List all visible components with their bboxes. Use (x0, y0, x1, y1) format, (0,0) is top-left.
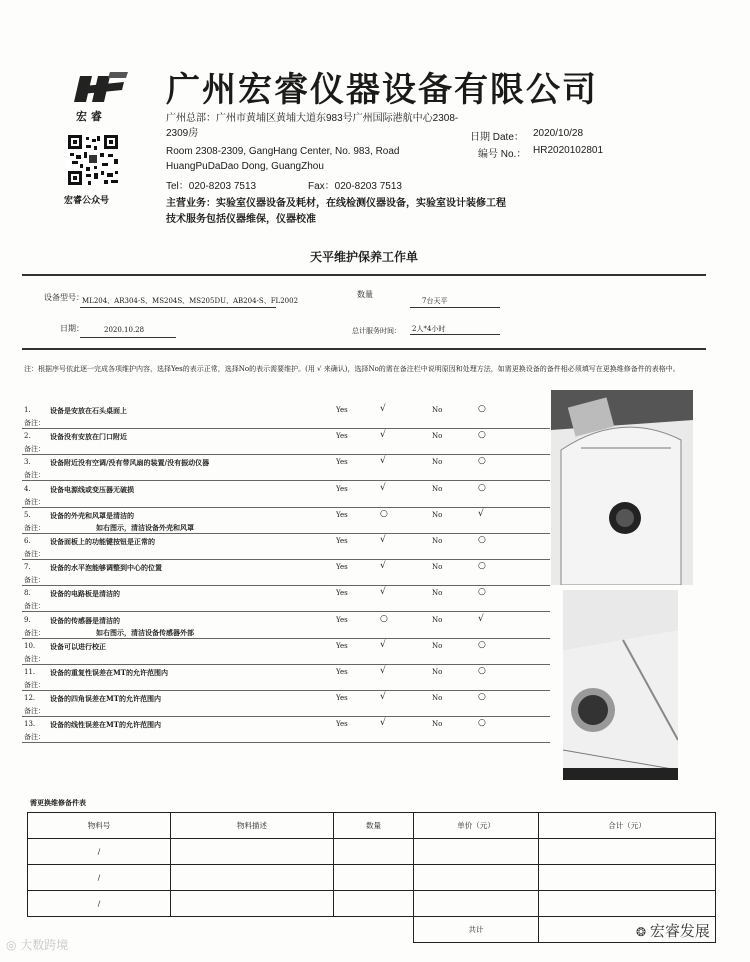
item-number: 4. (24, 484, 31, 493)
item-text: 设备没有安放在门口附近 (50, 432, 127, 442)
form-title: 天平维护保养工作单 (310, 250, 419, 264)
no-mark: ○ (478, 535, 486, 545)
yes-label: Yes (336, 641, 348, 650)
yes-mark: √ (380, 535, 386, 545)
date-label: 日期 Date： (470, 132, 524, 143)
yes-label: Yes (336, 615, 348, 624)
company-name: 广州宏睿仪器设备有限公司 (166, 70, 598, 110)
yes-mark: √ (380, 456, 386, 467)
service-date-value: 2020.10.28 (104, 326, 145, 334)
parts-total-row (28, 917, 716, 943)
yes-label: Yes (336, 668, 348, 676)
item-text: 设备的线性误差在MT的允许范围内 (50, 720, 161, 730)
photo-balance-bottom (563, 590, 678, 780)
parts-cell: / (28, 891, 171, 917)
yes-label: Yes (336, 406, 348, 414)
yes-mark: ○ (380, 613, 388, 624)
no-label: No (432, 589, 443, 598)
row-divider (22, 690, 550, 691)
item-text: 设备面板上的功能键按钮是正常的 (50, 537, 155, 546)
no-mark: ○ (478, 404, 486, 414)
parts-row (28, 839, 716, 865)
yes-mark: √ (380, 692, 386, 703)
no-label: No (432, 484, 443, 493)
address-en-2: HuangPuDaDao Dong, GuangZhou (166, 161, 324, 172)
service-hours-underline (410, 334, 500, 335)
item-text: 设备可以进行校正 (50, 641, 106, 651)
no-mark: ○ (478, 561, 486, 572)
instruction-note: 注：根据序号依此逐一完成各项维护内容，选择Yes的表示正常，选择No的表示需要维护。(用 √ 来确认)，选择No的需在备注栏中说明原因和处理方法，如需更换设备的备件相必须填写在更换维修备件的表格中。 (24, 365, 680, 373)
item-text: 设备的四角误差在MT的允许范围内 (50, 694, 161, 704)
remark-label: 备注： (24, 550, 45, 558)
no-label: No (432, 668, 443, 676)
row-divider (22, 585, 550, 586)
yes-mark: √ (380, 587, 386, 598)
divider-2 (22, 348, 706, 350)
divider (22, 274, 706, 276)
no-mark: √ (478, 508, 484, 519)
model-underline (80, 307, 276, 308)
quantity-value: 7台天平 (422, 297, 448, 305)
item-number: 10. (24, 641, 36, 650)
parts-header-total: 合计（元） (539, 813, 716, 839)
company-logo (70, 68, 130, 108)
address-cn-2: 2309房 (166, 128, 199, 139)
parts-total-label: 共计 (414, 917, 539, 943)
row-divider (22, 480, 550, 481)
no-label: No (432, 694, 443, 703)
yes-mark: √ (380, 482, 386, 493)
address-en-1: Room 2308-2309, GangHang Center, No. 983, Road (166, 146, 400, 157)
item-text: 设备的外壳和风罩是清洁的 (50, 510, 134, 520)
remark-label: 备注： (24, 497, 45, 506)
remark-label: 备注： (24, 471, 45, 480)
item-number: 8. (24, 589, 31, 598)
row-divider (22, 716, 550, 717)
item-text: 设备的传感器是清洁的 (50, 615, 120, 625)
row-divider (22, 611, 550, 612)
parts-header-quantity: 数量 (334, 813, 414, 839)
item-number: 3. (24, 458, 31, 467)
fax: Fax：020-8203 7513 (308, 181, 402, 192)
yes-label: Yes (336, 432, 348, 441)
no-label: No (432, 615, 443, 624)
date-value: 2020/10/28 (533, 128, 584, 139)
yes-mark: √ (380, 561, 386, 572)
remark-label: 备注： (24, 654, 45, 663)
row-divider (22, 507, 550, 508)
yes-mark: √ (380, 430, 386, 441)
row-divider (22, 664, 550, 665)
qr-code (66, 133, 120, 187)
row-divider (22, 638, 550, 639)
no-mark: √ (478, 613, 484, 624)
business-line-2: 技术服务包括仪器维保，仪器校准 (166, 214, 316, 225)
item-number: 5. (24, 510, 31, 519)
item-text: 设备的重复性误差在MT的允许范围内 (50, 668, 168, 677)
yes-label: Yes (336, 589, 348, 598)
parts-cell: / (28, 865, 171, 891)
row-divider (22, 742, 550, 743)
remark-label: 备注： (24, 576, 45, 585)
item-text: 设备的水平泡能够调整到中心的位置 (50, 563, 162, 573)
yes-label: Yes (336, 694, 348, 703)
yes-label: Yes (336, 537, 348, 545)
qr-caption: 宏睿公众号 (64, 196, 110, 206)
parts-header-description: 物料描述 (171, 813, 334, 839)
item-number: 12. (24, 694, 36, 703)
no-mark: ○ (478, 692, 486, 703)
item-number: 2. (24, 432, 31, 441)
no-mark: ○ (478, 587, 486, 598)
parts-header-part-no: 物料号 (28, 813, 171, 839)
model-label: 设备型号： (44, 293, 84, 302)
quantity-label: 数量 (357, 290, 373, 299)
yes-label: Yes (336, 510, 348, 519)
yes-mark: ○ (380, 508, 388, 519)
no-label: No (432, 510, 443, 519)
remark-label: 备注： (24, 523, 45, 532)
item-number: 9. (24, 615, 31, 624)
yes-label: Yes (336, 458, 348, 467)
remark-label: 备注： (24, 628, 45, 637)
no-mark: ○ (478, 666, 486, 676)
no-label: No (432, 641, 443, 650)
row-divider (22, 454, 550, 455)
no-mark: ○ (478, 639, 486, 650)
watermark-left-icon: ◎ (6, 938, 21, 952)
remark-label: 备注： (24, 445, 45, 454)
address-cn: 广州总部：广州市黄埔区黄埔大道东983号广州国际港航中心2308- (166, 113, 459, 124)
row-divider (22, 559, 550, 560)
yes-mark: √ (380, 666, 386, 676)
watermark-right (636, 920, 710, 941)
parts-row (28, 891, 716, 917)
wechat-icon: ❂ (636, 925, 650, 939)
remark-label: 备注： (24, 602, 45, 611)
number-value: HR2020102801 (533, 145, 604, 156)
yes-mark: √ (380, 718, 386, 729)
item-text: 设备的电路板是清洁的 (50, 589, 120, 599)
no-label: No (432, 458, 443, 467)
watermark-left-text: 大数跨境 (20, 938, 69, 952)
parts-cell: / (28, 839, 171, 865)
parts-row (28, 865, 716, 891)
item-text: 设备是安放在石头桌面上 (50, 406, 127, 415)
row-divider (22, 428, 550, 429)
no-mark: ○ (478, 482, 486, 493)
service-hours-value: 2人*4小时 (412, 325, 446, 333)
quantity-underline (410, 307, 500, 308)
number-label: 编号 No.： (478, 149, 527, 160)
remark-label: 备注： (24, 419, 45, 427)
no-mark: ○ (478, 718, 486, 729)
yes-label: Yes (336, 484, 348, 493)
no-label: No (432, 432, 443, 441)
item-text: 设备附近没有空调/没有带风扇的装置/没有振动仪器 (50, 458, 210, 468)
no-mark: ○ (478, 430, 486, 441)
parts-table-title: 需更换维修备件表 (30, 798, 86, 807)
no-label: No (432, 537, 443, 545)
item-number: 11. (24, 668, 36, 676)
item-text: 设备电源线或变压器无破损 (50, 484, 134, 494)
yes-label: Yes (336, 563, 348, 572)
tel: Tel：020-8203 7513 (166, 181, 257, 192)
watermark-right-text: 宏睿发展 (649, 922, 710, 940)
service-date-label: 日期： (60, 324, 84, 333)
row-divider (22, 533, 550, 534)
no-label: No (432, 720, 443, 729)
item-number: 6. (24, 537, 31, 545)
item-number: 1. (24, 406, 31, 414)
yes-mark: √ (380, 404, 386, 414)
no-mark: ○ (478, 456, 486, 467)
photo-balance-top (551, 390, 693, 585)
item-number: 7. (24, 563, 31, 572)
remark-label: 备注： (24, 733, 45, 742)
remark-text: 如右图示，清洁设备外壳和风罩 (96, 522, 194, 532)
model-value: ML204、AR304-S、MS204S、MS205DU、AB204-S、FL2002 (82, 297, 299, 305)
item-number: 13. (24, 720, 36, 729)
watermark-left (6, 936, 68, 953)
service-hours-label: 总计服务时间： (352, 327, 401, 335)
no-label: No (432, 563, 443, 572)
parts-table (27, 812, 716, 943)
business-line-1: 主营业务：实验室仪器设备及耗材，在线检测仪器设备，实验室设计装修工程 (166, 198, 506, 209)
logo-text: 宏 睿 (76, 110, 102, 123)
parts-header-unit-price: 单价（元） (414, 813, 539, 839)
no-label: No (432, 406, 443, 414)
remark-text: 如右图示，清洁设备传感器外部 (96, 627, 194, 637)
remark-label: 备注： (24, 681, 45, 689)
yes-mark: √ (380, 639, 386, 650)
service-date-underline (80, 337, 176, 338)
yes-label: Yes (336, 720, 348, 729)
remark-label: 备注： (24, 707, 45, 716)
